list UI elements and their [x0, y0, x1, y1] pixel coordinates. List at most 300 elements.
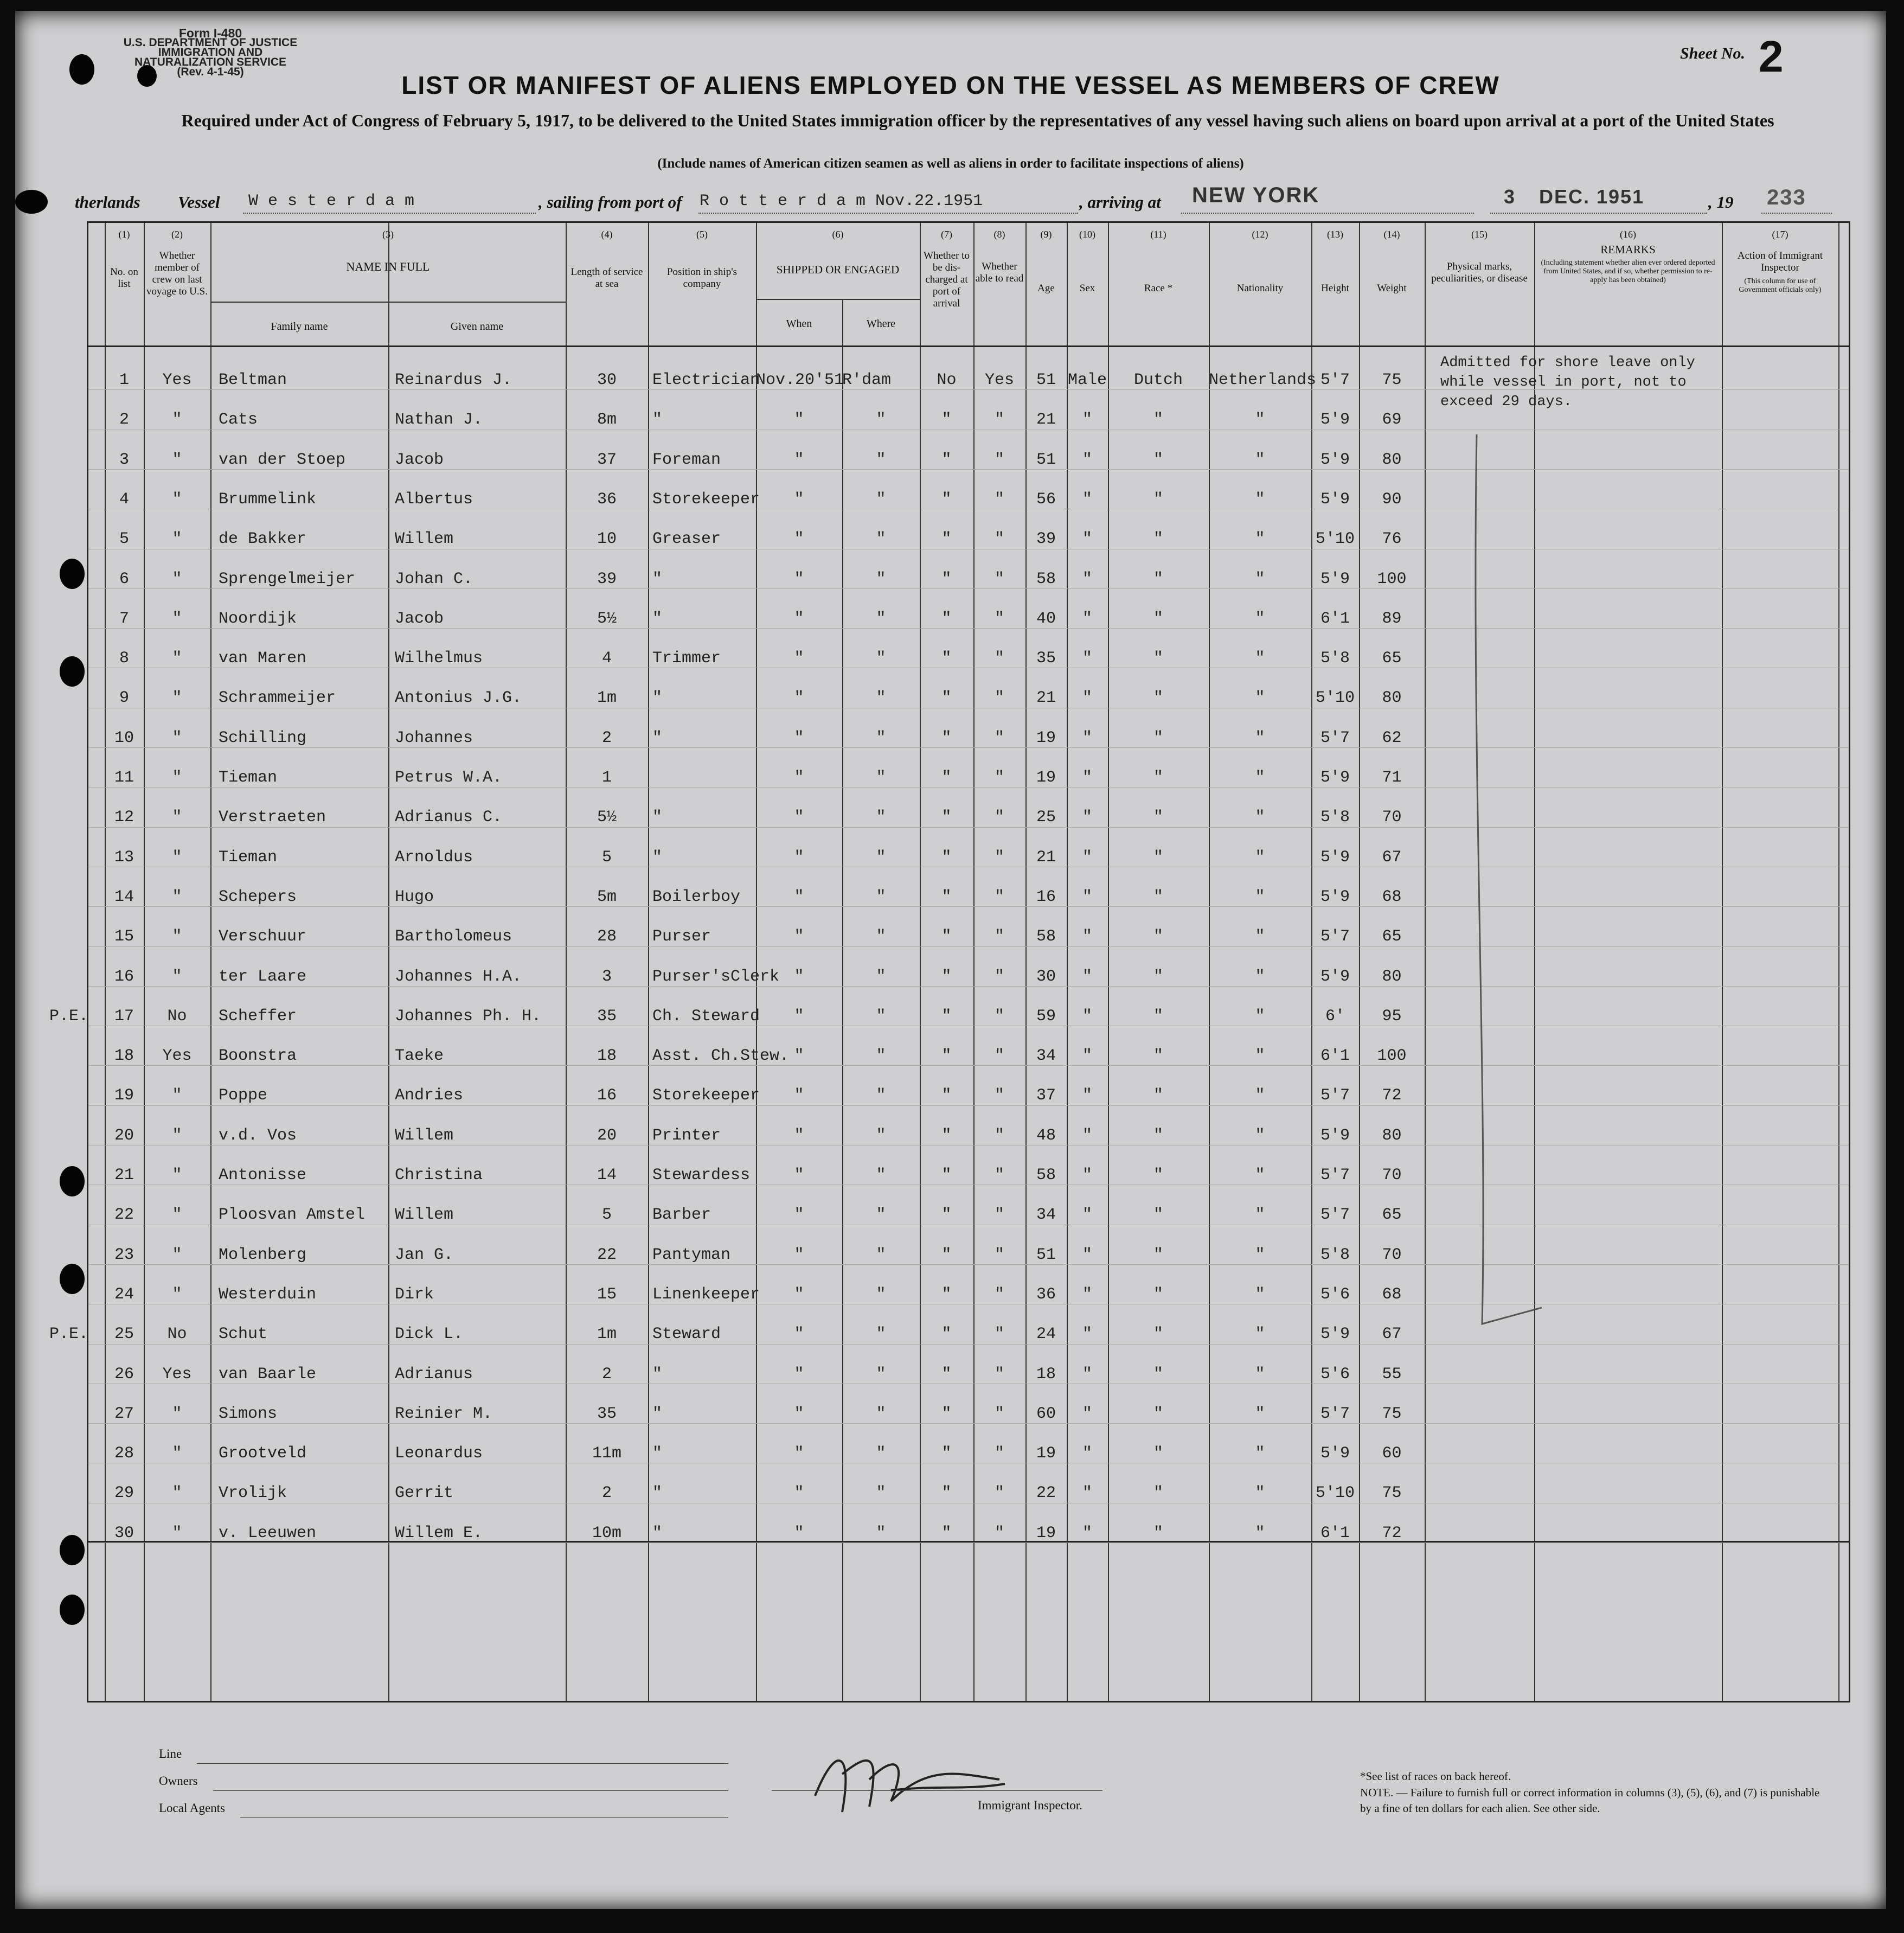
- weight: 80: [1382, 689, 1402, 708]
- row-number: 21: [114, 1166, 134, 1185]
- family-name: Ploosvan Amstel: [219, 1206, 366, 1225]
- given-name: Johan C.: [395, 569, 473, 588]
- shipped-when: ": [794, 1444, 804, 1463]
- column-number-c8: (8): [993, 229, 1005, 240]
- length-of-service: 1: [601, 769, 612, 787]
- given-name: Wilhelmus: [395, 649, 483, 668]
- arriving-label: , arriving at: [1079, 193, 1161, 212]
- shipped-when: ": [794, 1285, 804, 1304]
- column-header-c11: Race *: [1144, 283, 1173, 294]
- discharged-at-arrival: ": [941, 1484, 952, 1503]
- height: 5'9: [1320, 967, 1350, 986]
- position: ": [652, 1484, 663, 1503]
- crew-last-voyage: ": [172, 1404, 182, 1423]
- column-header-name: NAME IN FULL: [346, 260, 430, 273]
- shipped-where: ": [876, 569, 886, 588]
- shipped-where: ": [876, 450, 886, 469]
- shipped-when: ": [794, 490, 804, 509]
- vessel-name: W e s t e r d a m: [248, 192, 415, 210]
- crew-last-voyage: ": [172, 1285, 182, 1304]
- discharged-at-arrival: ": [941, 1245, 952, 1264]
- discharged-at-arrival: ": [941, 848, 952, 867]
- family-name: Verschuur: [219, 927, 307, 946]
- nationality: ": [1255, 450, 1265, 469]
- row-number: 13: [114, 848, 134, 867]
- page-subtitle: Required under Act of Congress of February 5, 1917, to be delivered to the United States immigration officer by the representatives of any vessel having such aliens on board upon arrival at a port of the United States: [181, 111, 1774, 130]
- sex: ": [1082, 1086, 1092, 1105]
- height: 5'7: [1320, 1086, 1350, 1105]
- row-number: 2: [119, 411, 129, 430]
- sex: ": [1082, 1285, 1092, 1304]
- shipped-where: ": [876, 411, 886, 430]
- age: 18: [1036, 1365, 1056, 1384]
- sex: ": [1082, 1484, 1092, 1503]
- height: 5'9: [1320, 569, 1350, 588]
- age: 24: [1036, 1325, 1056, 1344]
- able-to-read: ": [994, 1206, 1004, 1225]
- discharged-at-arrival: ": [941, 411, 952, 430]
- shipped-where: ": [876, 769, 886, 787]
- age: 19: [1036, 769, 1056, 787]
- length-of-service: 5½: [597, 808, 617, 827]
- shipped-when: ": [794, 530, 804, 549]
- length-of-service: 2: [601, 1365, 612, 1384]
- height: 6'1: [1320, 1524, 1350, 1542]
- shipped-when: ": [794, 1047, 804, 1066]
- position: ": [652, 848, 663, 867]
- crew-last-voyage: Yes: [162, 1047, 192, 1066]
- column-header-action-note: (This column for use of Government officials only): [1739, 277, 1822, 294]
- race: ": [1153, 689, 1163, 708]
- family-name: Vrolijk: [219, 1484, 287, 1503]
- race: ": [1153, 1047, 1163, 1066]
- position: Storekeeper: [652, 490, 760, 509]
- crew-last-voyage: ": [172, 411, 182, 430]
- nationality: ": [1255, 1086, 1265, 1105]
- weight: 67: [1382, 848, 1402, 867]
- shipped-when: ": [794, 848, 804, 867]
- nationality: ": [1255, 927, 1265, 946]
- position: Purser: [652, 927, 711, 946]
- position: ": [652, 1365, 663, 1384]
- column-header-c9: Age: [1037, 283, 1055, 294]
- crew-last-voyage: ": [172, 967, 182, 986]
- length-of-service: 36: [597, 490, 617, 509]
- form-revision: (Rev. 4-1-45): [177, 66, 244, 78]
- race: ": [1153, 769, 1163, 787]
- shipped-where: ": [876, 1245, 886, 1264]
- year-label: , 19: [1708, 193, 1734, 212]
- age: 48: [1036, 1126, 1056, 1145]
- column-number-c9: (9): [1040, 229, 1052, 240]
- crew-last-voyage: ": [172, 1524, 182, 1542]
- position: Barber: [652, 1206, 711, 1225]
- crew-last-voyage: No: [167, 1007, 187, 1026]
- sex: ": [1082, 769, 1092, 787]
- sex: ": [1082, 1206, 1092, 1225]
- shipped-where: ": [876, 848, 886, 867]
- race: ": [1153, 967, 1163, 986]
- family-name: Westerduin: [219, 1285, 317, 1304]
- nationality: ": [1255, 1206, 1265, 1225]
- crew-last-voyage: ": [172, 927, 182, 946]
- row-number: 7: [119, 609, 129, 628]
- family-name: Schepers: [219, 887, 297, 906]
- shipped-where: ": [876, 1166, 886, 1185]
- family-name: Brummelink: [219, 490, 317, 509]
- row-number: 4: [119, 490, 129, 509]
- discharged-at-arrival: ": [941, 1086, 952, 1105]
- punch-hole: [60, 559, 85, 589]
- family-name: Tieman: [219, 769, 278, 787]
- weight: 68: [1382, 1285, 1402, 1304]
- shipped-when: ": [794, 1126, 804, 1145]
- length-of-service: 20: [597, 1126, 617, 1145]
- nationality: ": [1255, 1047, 1265, 1066]
- nationality: ": [1255, 887, 1265, 906]
- position: Greaser: [652, 530, 721, 549]
- given-name: Adrianus C.: [395, 808, 503, 827]
- weight: 65: [1382, 1206, 1402, 1225]
- race: ": [1153, 1484, 1163, 1503]
- shipped-when: ": [794, 649, 804, 668]
- row-number: 16: [114, 967, 134, 986]
- shipped-where: ": [876, 649, 886, 668]
- length-of-service: 8m: [597, 411, 617, 430]
- position: Linenkeeper: [652, 1285, 760, 1304]
- discharged-at-arrival: ": [941, 728, 952, 747]
- given-name: Arnoldus: [395, 848, 473, 867]
- margin-mark: P.E.: [49, 1007, 88, 1026]
- row-number: 28: [114, 1444, 134, 1463]
- able-to-read: ": [994, 887, 1004, 906]
- sheet-number: 2: [1759, 32, 1784, 81]
- column-header-shipped: SHIPPED OR ENGAGED: [776, 263, 900, 276]
- length-of-service: 15: [597, 1285, 617, 1304]
- sex: ": [1082, 1047, 1092, 1066]
- age: 51: [1036, 371, 1056, 389]
- weight: 62: [1382, 728, 1402, 747]
- shipped-when: ": [794, 927, 804, 946]
- column-header-c8: Whether able to read: [975, 261, 1024, 284]
- given-name: Jan G.: [395, 1245, 454, 1264]
- discharged-at-arrival: No: [937, 371, 957, 389]
- given-name: Willem: [395, 1126, 454, 1145]
- nationality: ": [1255, 1444, 1265, 1463]
- given-name: Adrianus: [395, 1365, 473, 1384]
- height: 5'10: [1315, 689, 1355, 708]
- discharged-at-arrival: ": [941, 927, 952, 946]
- race: ": [1153, 569, 1163, 588]
- shipped-when: ": [794, 450, 804, 469]
- race: ": [1153, 887, 1163, 906]
- sex: ": [1082, 1404, 1092, 1423]
- race: ": [1153, 649, 1163, 668]
- height: 5'8: [1320, 649, 1350, 668]
- sex: ": [1082, 967, 1092, 986]
- race: ": [1153, 728, 1163, 747]
- nationality: ": [1255, 1126, 1265, 1145]
- row-number: 26: [114, 1365, 134, 1384]
- shipped-where: ": [876, 1404, 886, 1423]
- column-number-c17: (17): [1772, 229, 1788, 240]
- shipped-when: ": [794, 1086, 804, 1105]
- family-name: de Bakker: [219, 530, 307, 549]
- arrival-port-stamp: NEW YORK: [1192, 183, 1320, 207]
- discharged-at-arrival: ": [941, 1365, 952, 1384]
- height: 5'10: [1315, 530, 1355, 549]
- length-of-service: 5½: [597, 609, 617, 628]
- position: Foreman: [652, 450, 721, 469]
- page-subtitle-note: (Include names of American citizen seamen as well as aliens in order to facilitate inspections of aliens): [657, 156, 1244, 171]
- race: ": [1153, 1126, 1163, 1145]
- shipped-where: ": [876, 927, 886, 946]
- shipped-where: ": [876, 728, 886, 747]
- race: ": [1153, 1285, 1163, 1304]
- given-name: Nathan J.: [395, 411, 483, 430]
- race: ": [1153, 927, 1163, 946]
- age: 34: [1036, 1206, 1056, 1225]
- sex: ": [1082, 728, 1092, 747]
- given-name: Johannes H.A.: [395, 967, 522, 986]
- form-header: [118, 28, 303, 77]
- able-to-read: ": [994, 411, 1004, 430]
- service-name: IMMIGRATION AND NATURALIZATION SERVICE: [134, 46, 286, 68]
- sex: ": [1082, 1245, 1092, 1264]
- family-name: Cats: [219, 411, 258, 430]
- shipped-when: ": [794, 689, 804, 708]
- shipped-when: ": [794, 569, 804, 588]
- discharged-at-arrival: ": [941, 967, 952, 986]
- given-name: Johannes Ph. H.: [395, 1007, 542, 1026]
- weight: 89: [1382, 609, 1402, 628]
- discharged-at-arrival: ": [941, 1325, 952, 1344]
- length-of-service: 2: [601, 1484, 612, 1503]
- position: ": [652, 1524, 663, 1542]
- shipped-where: ": [876, 887, 886, 906]
- height: 5'6: [1320, 1285, 1350, 1304]
- sex: ": [1082, 450, 1092, 469]
- shipped-where: ": [876, 1086, 886, 1105]
- race: ": [1153, 411, 1163, 430]
- nationality: ": [1255, 411, 1265, 430]
- shipped-when: ": [794, 1524, 804, 1542]
- nationality: ": [1255, 728, 1265, 747]
- height: 5'6: [1320, 1365, 1350, 1384]
- length-of-service: 39: [597, 569, 617, 588]
- able-to-read: ": [994, 1484, 1004, 1503]
- shipped-where: ": [876, 689, 886, 708]
- given-name: Petrus W.A.: [395, 769, 503, 787]
- nationality: ": [1255, 609, 1265, 628]
- crew-last-voyage: ": [172, 887, 182, 906]
- length-of-service: 14: [597, 1166, 617, 1185]
- family-name: Verstraeten: [219, 808, 326, 827]
- immigrant-inspector-label: Immigrant Inspector.: [978, 1798, 1082, 1812]
- column-header-family-name: Family name: [271, 321, 328, 332]
- weight: 71: [1382, 769, 1402, 787]
- nationality: ": [1255, 1007, 1265, 1026]
- punch-hole: [60, 1595, 85, 1625]
- length-of-service: 35: [597, 1007, 617, 1026]
- race: ": [1153, 1166, 1163, 1185]
- sex: ": [1082, 808, 1092, 827]
- race: ": [1153, 1086, 1163, 1105]
- age: 19: [1036, 1524, 1056, 1542]
- discharged-at-arrival: ": [941, 490, 952, 509]
- weight: 55: [1382, 1365, 1402, 1384]
- shipped-where: ": [876, 808, 886, 827]
- age: 35: [1036, 649, 1056, 668]
- row-number: 30: [114, 1524, 134, 1542]
- discharged-at-arrival: ": [941, 530, 952, 549]
- length-of-service: 4: [601, 649, 612, 668]
- nationality: ": [1255, 1484, 1265, 1503]
- shipped-when: ": [794, 1206, 804, 1225]
- sailing-label: , sailing from port of: [538, 193, 682, 212]
- race: ": [1153, 1365, 1163, 1384]
- weight: 100: [1377, 569, 1407, 588]
- age: 56: [1036, 490, 1056, 509]
- able-to-read: ": [994, 1245, 1004, 1264]
- able-to-read: ": [994, 1524, 1004, 1542]
- discharged-at-arrival: ": [941, 609, 952, 628]
- race: ": [1153, 530, 1163, 549]
- weight: 69: [1382, 411, 1402, 430]
- position: Asst. Ch.Stew.: [652, 1047, 790, 1066]
- weight: 65: [1382, 927, 1402, 946]
- able-to-read: ": [994, 530, 1004, 549]
- height: 5'7: [1320, 1166, 1350, 1185]
- length-of-service: 5m: [597, 887, 617, 906]
- height: 5'9: [1320, 1325, 1350, 1344]
- crew-last-voyage: ": [172, 1444, 182, 1463]
- position: ": [652, 609, 663, 628]
- age: 21: [1036, 848, 1056, 867]
- height: 5'9: [1320, 887, 1350, 906]
- column-number-c11: (11): [1150, 229, 1166, 240]
- shipped-where: ": [876, 490, 886, 509]
- sheet-label: Sheet No.: [1680, 44, 1745, 62]
- family-name: Tieman: [219, 848, 278, 867]
- shipped-when: ": [794, 1365, 804, 1384]
- row-number: 29: [114, 1484, 134, 1503]
- row-number: 9: [119, 689, 129, 708]
- family-name: Schilling: [219, 728, 307, 747]
- row-number: 17: [114, 1007, 134, 1026]
- nationality: Netherlands: [1209, 371, 1317, 389]
- shipped-when: ": [794, 728, 804, 747]
- nationality: ": [1255, 689, 1265, 708]
- length-of-service: 1m: [597, 1325, 617, 1344]
- shipped-where: ": [876, 1325, 886, 1344]
- age: 34: [1036, 1047, 1056, 1066]
- column-number-c4: (4): [601, 229, 613, 240]
- family-name: Scheffer: [219, 1007, 297, 1026]
- able-to-read: Yes: [984, 371, 1014, 389]
- able-to-read: ": [994, 1365, 1004, 1384]
- weight: 68: [1382, 887, 1402, 906]
- row-number: 15: [114, 927, 134, 946]
- age: 58: [1036, 927, 1056, 946]
- given-name: Willem E.: [395, 1524, 483, 1542]
- column-header-where: Where: [866, 318, 896, 330]
- crew-last-voyage: ": [172, 1086, 182, 1105]
- column-header-c13: Height: [1321, 283, 1349, 294]
- crew-last-voyage: ": [172, 1245, 182, 1264]
- sex: Male: [1067, 371, 1107, 389]
- height: 6'1: [1320, 1047, 1350, 1066]
- punch-hole: [60, 656, 85, 687]
- column-number-c16: (16): [1620, 229, 1636, 240]
- weight: 75: [1382, 1484, 1402, 1503]
- family-name: Poppe: [219, 1086, 268, 1105]
- able-to-read: ": [994, 769, 1004, 787]
- given-name: Andries: [395, 1086, 464, 1105]
- penalty-note: NOTE. — Failure to furnish full or correct information in columns (3), (5), (6), and (7) is punishable by a fine of ten dollars for each alien. See other side.: [1360, 1786, 1820, 1815]
- able-to-read: ": [994, 927, 1004, 946]
- discharged-at-arrival: ": [941, 569, 952, 588]
- family-name: Noordijk: [219, 609, 297, 628]
- row-number: 18: [114, 1047, 134, 1066]
- row-number: 27: [114, 1404, 134, 1423]
- sex: ": [1082, 1365, 1092, 1384]
- owners-label: Owners: [159, 1774, 198, 1788]
- age: 39: [1036, 530, 1056, 549]
- family-name: v.d. Vos: [219, 1126, 297, 1145]
- race: ": [1153, 1245, 1163, 1264]
- length-of-service: 10: [597, 530, 617, 549]
- race: Dutch: [1133, 371, 1183, 389]
- weight: 60: [1382, 1444, 1402, 1463]
- able-to-read: ": [994, 1444, 1004, 1463]
- able-to-read: ": [994, 1166, 1004, 1185]
- crew-last-voyage: No: [167, 1325, 187, 1344]
- height: 5'9: [1320, 848, 1350, 867]
- nationality: ": [1255, 490, 1265, 509]
- crew-last-voyage: Yes: [162, 1365, 192, 1384]
- form-number: Form I-480: [178, 26, 242, 40]
- nationality: ": [1255, 1365, 1265, 1384]
- discharged-at-arrival: ": [941, 808, 952, 827]
- family-name: Sprengelmeijer: [219, 569, 356, 588]
- length-of-service: 22: [597, 1245, 617, 1264]
- row-number: 6: [119, 569, 129, 588]
- shipped-when: ": [794, 1007, 804, 1026]
- length-of-service: 18: [597, 1047, 617, 1066]
- length-of-service: 2: [601, 728, 612, 747]
- shipped-where: ": [876, 1285, 886, 1304]
- nationality: ": [1255, 649, 1265, 668]
- shipped-when: ": [794, 887, 804, 906]
- family-name: Simons: [219, 1404, 278, 1423]
- height: 5'9: [1320, 1444, 1350, 1463]
- able-to-read: ": [994, 1086, 1004, 1105]
- column-number-c5: (5): [696, 229, 708, 240]
- discharged-at-arrival: ": [941, 887, 952, 906]
- sex: ": [1082, 411, 1092, 430]
- column-header-c14: Weight: [1377, 283, 1407, 294]
- race: ": [1153, 1444, 1163, 1463]
- crew-last-voyage: ": [172, 1484, 182, 1503]
- weight: 95: [1382, 1007, 1402, 1026]
- given-name: Gerrit: [395, 1484, 454, 1503]
- shipped-where: ": [876, 1484, 886, 1503]
- length-of-service: 11m: [592, 1444, 621, 1463]
- nationality: ": [1255, 1285, 1265, 1304]
- family-name: Schrammeijer: [219, 689, 336, 708]
- crew-manifest-table: [49, 221, 1850, 1815]
